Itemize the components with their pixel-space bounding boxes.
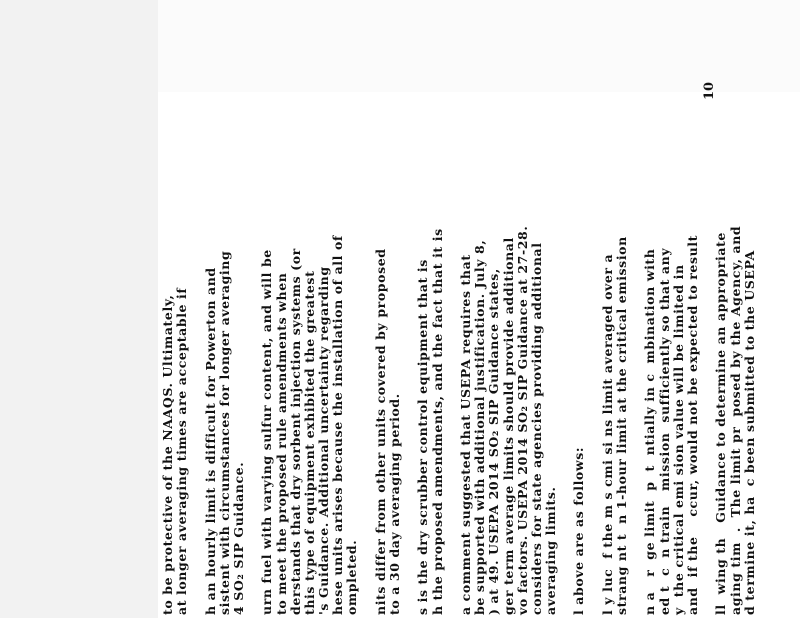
text-line: l y luc f the m s cmi si ns limit averaged over a xyxy=(599,253,615,615)
text-line: vo factors. USEPA 2014 SO₂ SIP Guidance at 27-28. xyxy=(514,225,530,615)
paragraph-gap xyxy=(587,95,601,615)
text-line: to meet the proposed rule amendments when xyxy=(273,272,289,615)
text-line: s is the dry scrubber control equipment that is xyxy=(415,259,431,615)
text-line: to a 30 day averaging period. xyxy=(387,393,402,615)
text-line: nits differ from other units covered by proposed xyxy=(372,248,388,615)
text-line: l above are as follows: xyxy=(571,446,587,615)
text-line: hese units arises because the installation of all of xyxy=(330,235,346,615)
paragraph-gap xyxy=(558,95,572,615)
paragraph-gap xyxy=(189,95,203,615)
text-line: this type of equipment exhibited the greatest xyxy=(301,270,317,615)
text-line: ll wing th Guidance to determine an appropriate xyxy=(713,232,729,615)
text-line: derstands that dry sorbent injection systems (or xyxy=(287,248,303,615)
text-line: sistent with circumstances for longer averaging xyxy=(216,250,232,615)
text-line: at longer averaging times are acceptable if xyxy=(174,287,190,615)
rotated-text-block xyxy=(161,95,757,615)
text-line: to be protective of the NAAQS. Ultimately, xyxy=(160,294,175,615)
text-line: ) at 49. USEPA 2014 SO₂ SIP Guidance states, xyxy=(486,268,502,615)
text-line: 4 SO₂ SIP Guidance. xyxy=(230,461,246,615)
text-line: urn fuel with varying sulfur content, and will be xyxy=(259,249,275,615)
scan-margin xyxy=(158,0,800,92)
text-line: and if the ccur, would not be expected to result xyxy=(684,234,700,615)
text-line: d termine it, ha c been submitted to the USEPA xyxy=(741,250,757,615)
text-line: ger term average limits should provide additional xyxy=(500,237,516,615)
paragraph-gap xyxy=(246,95,260,615)
text-line: ed t c n train mission sufficiently so that any xyxy=(656,247,672,615)
paragraph-gap xyxy=(629,95,643,615)
text-line: h the proposed amendments, and the fact that it is xyxy=(429,228,445,615)
paragraph-gap xyxy=(402,95,416,615)
paragraph-gap xyxy=(445,95,459,615)
text-line: averaging limits. xyxy=(543,486,559,615)
text-line: a comment suggested that USEPA requires that xyxy=(457,254,473,615)
page-number: 10 xyxy=(702,81,717,100)
text-line: h an hourly limit is difficult for Powerton and xyxy=(202,267,218,615)
text-line: be supported with additional justification. July 8, xyxy=(472,239,488,615)
paragraph-gap xyxy=(700,95,714,615)
text-line: aging tim . The limit pr posed by the Agency, and xyxy=(727,225,743,615)
text-line: 's Guidance. Additional uncertainty regarding xyxy=(316,266,332,615)
text-line: strang nt t n 1-hour limit at the critical emission xyxy=(614,236,629,615)
text-line: ompleted. xyxy=(344,539,360,615)
text-line: n a r ge limit p t ntially in c mbination with xyxy=(642,248,658,615)
text-line: y the critical emi sion value will be limited in xyxy=(670,264,686,615)
scan-shadow xyxy=(0,0,158,618)
text-line: considers for state agencies providing additional xyxy=(528,242,544,615)
paragraph-gap xyxy=(360,95,374,615)
